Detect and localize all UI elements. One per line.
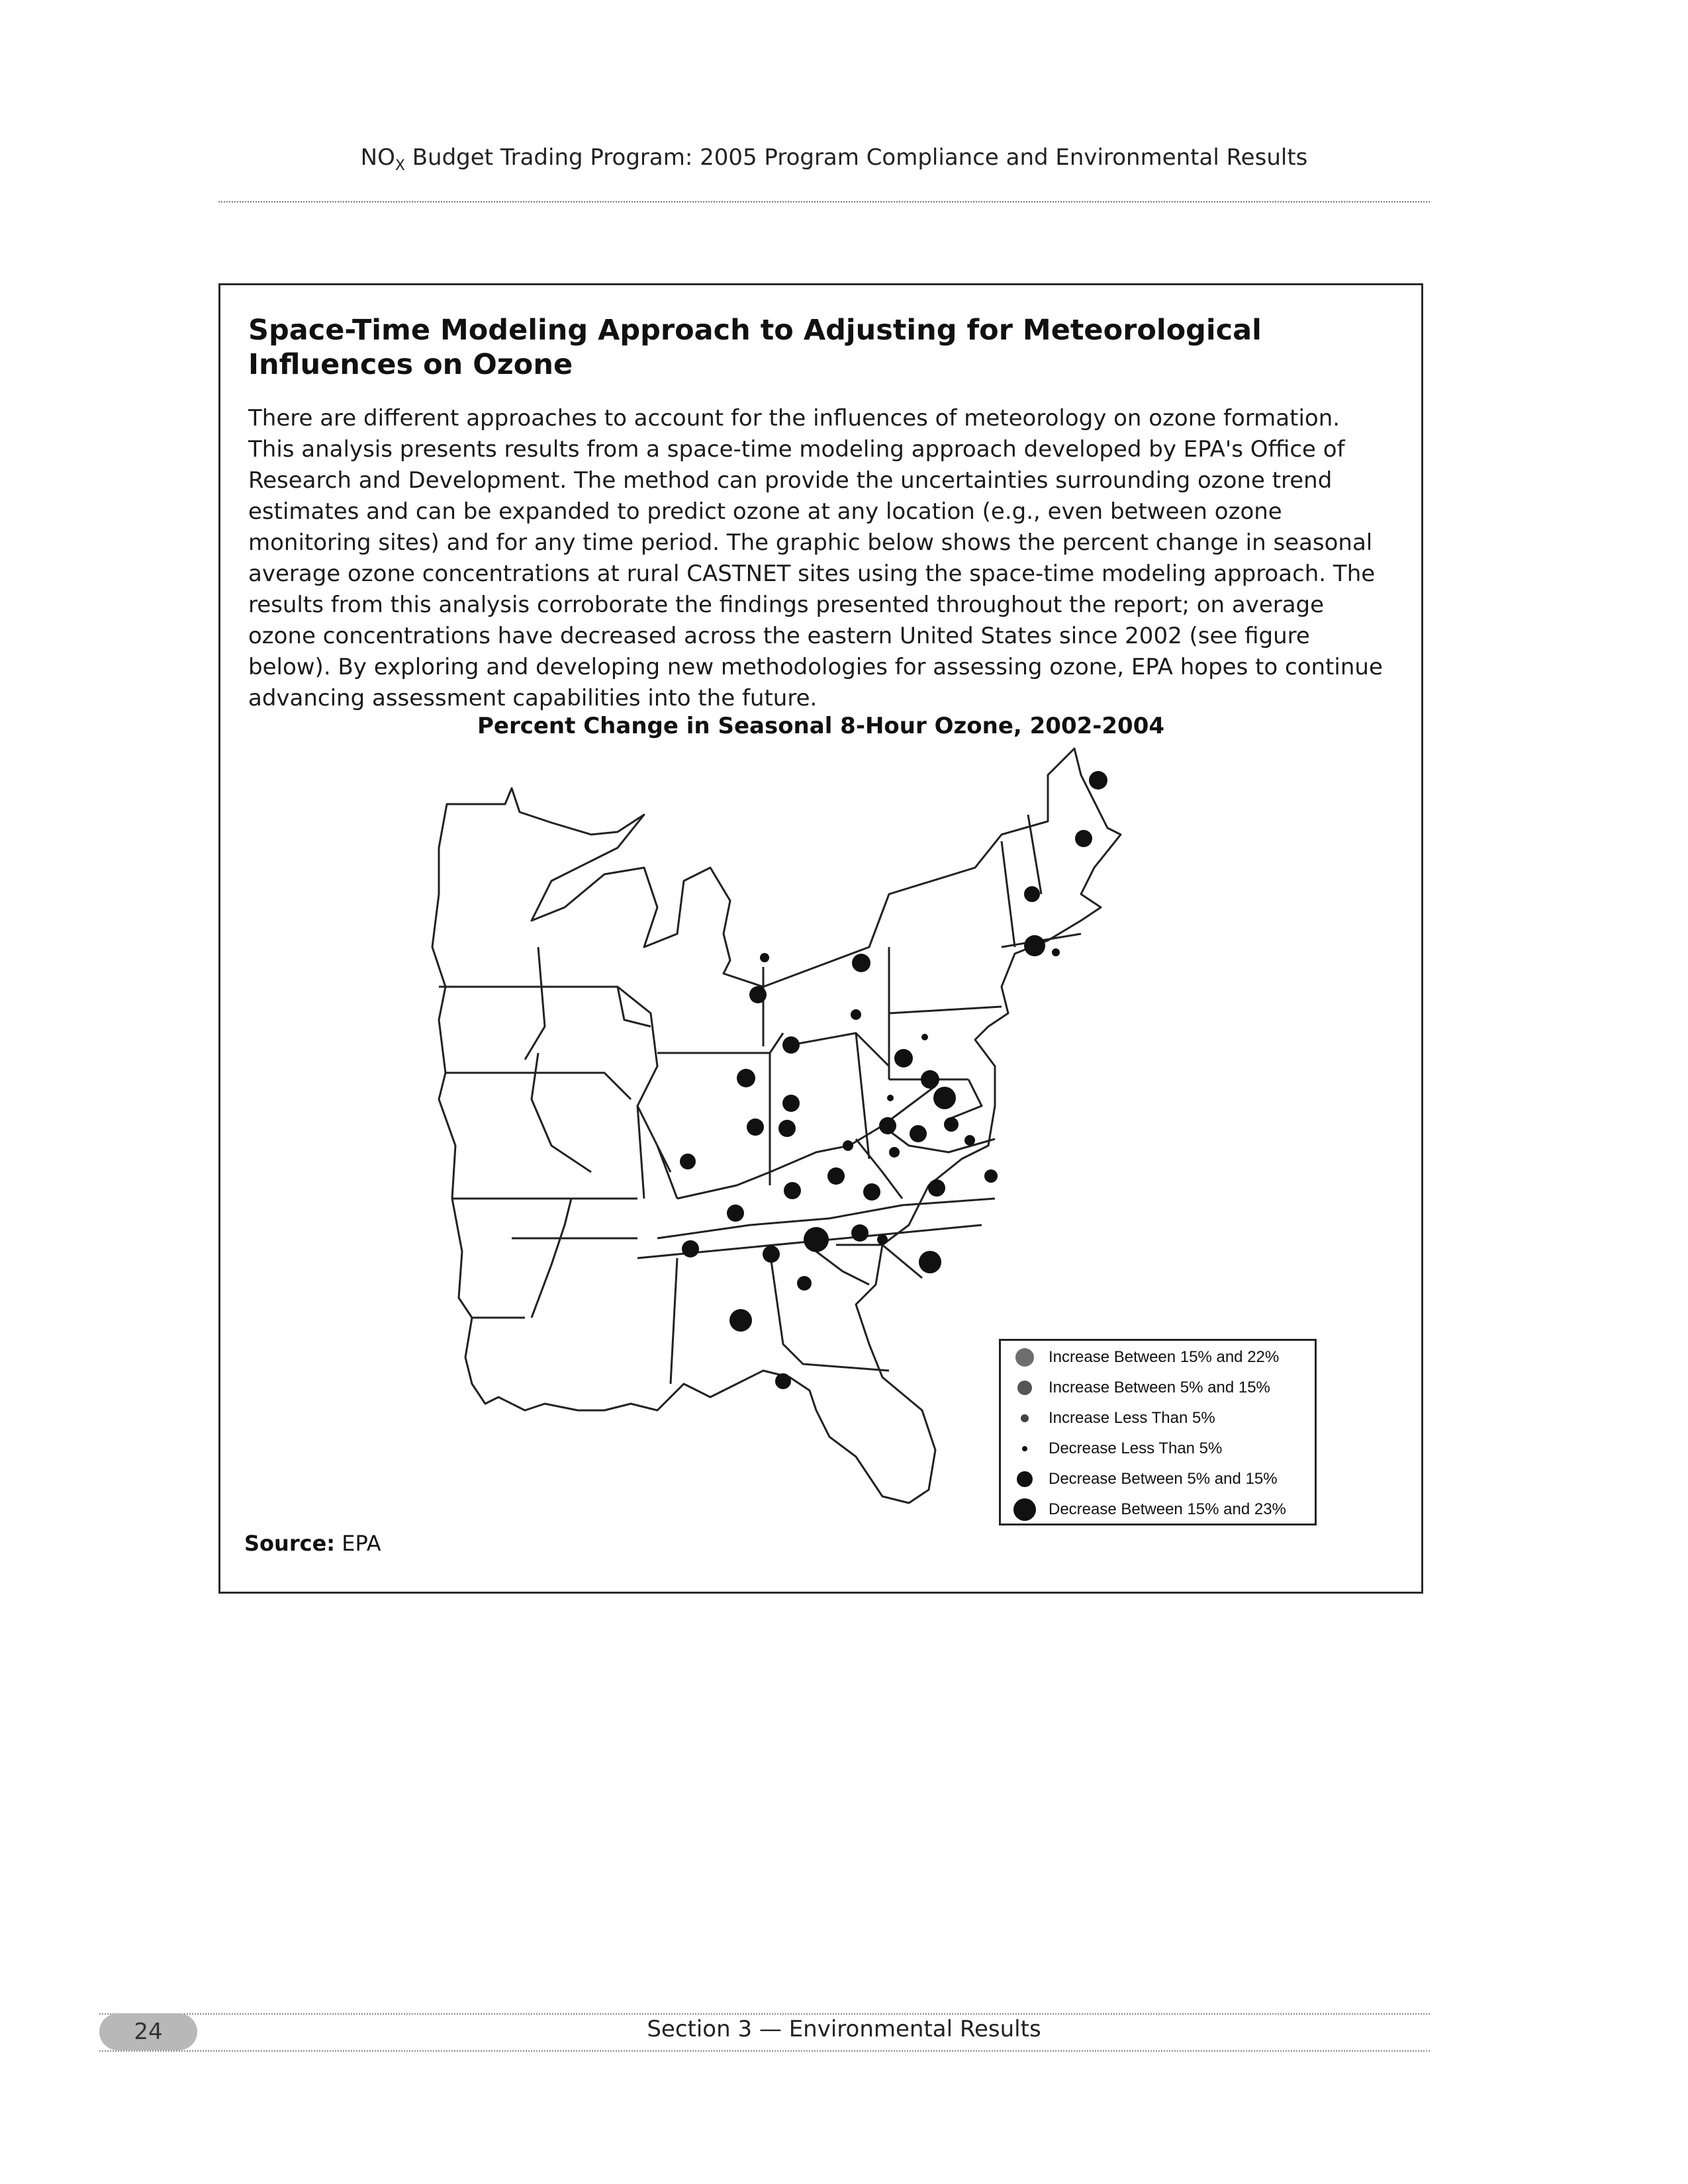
site-marker [919,1251,941,1273]
site-marker [910,1125,927,1142]
site-marker [984,1169,998,1183]
legend-label: Increase Between 15% and 22% [1049,1348,1280,1366]
legend-symbol-icon [1001,1494,1049,1525]
site-marker [933,1087,956,1109]
legend-label: Increase Between 5% and 15% [1049,1379,1270,1396]
site-marker [877,1234,888,1245]
site-marker [729,1309,752,1332]
site-marker [747,1118,764,1136]
site-marker [760,953,769,962]
legend-row [1001,1494,1315,1525]
site-marker [1052,948,1060,956]
running-header [218,144,1450,174]
site-marker [921,1070,939,1089]
sidebar-box [218,283,1423,1594]
site-marker [851,1224,868,1242]
site-marker [784,1182,801,1199]
site-marker [1024,935,1045,956]
legend-label: Increase Less Than 5% [1049,1409,1215,1427]
legend-row [1001,1464,1315,1494]
site-marker [928,1179,945,1197]
site-marker [843,1140,853,1151]
site-marker [727,1205,744,1222]
box-title: Space-Time Modeling Approach to Adjusting for Meteorological Influences on Ozone [248,314,1262,381]
site-marker [827,1167,845,1185]
header-subscript: X [395,157,405,174]
site-marker [852,954,870,972]
page-number: 24 [99,2013,197,2050]
site-marker [778,1120,796,1137]
legend-row [1001,1373,1315,1403]
site-marker [782,1095,800,1112]
site-marker [682,1240,699,1257]
site-marker [964,1135,975,1146]
footer-section-title: Section 3 — Environmental Results [647,2016,1041,2042]
legend-symbol-icon [1001,1342,1049,1373]
site-marker [749,986,767,1003]
legend-row [1001,1342,1315,1373]
site-marker [894,1049,913,1068]
legend-label: Decrease Between 5% and 15% [1049,1470,1278,1488]
figure-title: Percent Change in Seasonal 8-Hour Ozone, 2002-2004 [477,713,1165,739]
map-legend [999,1339,1317,1525]
site-marker [1024,886,1040,902]
site-marker [804,1227,829,1252]
legend-symbol-icon [1001,1403,1049,1433]
source-note [244,1531,381,1556]
site-marker [680,1154,696,1169]
site-marker [887,1095,894,1101]
legend-row [1001,1433,1315,1464]
legend-row [1001,1403,1315,1433]
box-body-text: There are different approaches to account for the influences of meteorology on ozone formation. This analysis presents results from a space-time modeling approach developed by EPA's Office of Research and Development. The method can provide the uncertainties surrounding ozone trend estimates and can be expanded to predict ozone at any location (e.g., even between ozone monitoring sites) and for any time period. The graphic below shows the percent change in seasonal average ozone concentrations at rural CASTNET sites using the space-time modeling approach. The results from this analysis corroborate the findings presented throughout the report; on average ozone concentrations have decreased across the eastern United States since 2002 (see figure below). By exploring and developing new methodologies for assessing ozone, EPA hopes to continue advancing assessment capabilities into the future. [248,405,1383,711]
site-marker [775,1373,791,1389]
footer-rule-bottom [99,2050,1430,2052]
site-marker [1089,771,1107,790]
site-marker [851,1009,861,1020]
header-rest: Budget Trading Program: 2005 Program Compliance and Environmental Results [404,144,1308,171]
legend-label: Decrease Between 15% and 23% [1049,1500,1286,1518]
site-marker [863,1183,880,1201]
site-marker [1075,830,1092,847]
site-marker [944,1117,959,1132]
legend-symbol-icon [1001,1433,1049,1464]
site-marker [763,1246,780,1263]
source-label: Source: [244,1531,336,1556]
site-marker [879,1117,896,1134]
site-marker [782,1036,800,1054]
legend-symbol-icon [1001,1373,1049,1403]
legend-label: Decrease Less Than 5% [1049,1439,1223,1457]
site-marker [737,1069,755,1087]
site-marker [889,1147,900,1158]
header-prefix: NO [360,144,395,171]
header-rule [218,201,1430,203]
footer-rule-top [99,2013,1430,2015]
site-marker [797,1276,812,1291]
source-value: EPA [342,1531,381,1556]
legend-symbol-icon [1001,1464,1049,1494]
site-marker [921,1034,928,1040]
